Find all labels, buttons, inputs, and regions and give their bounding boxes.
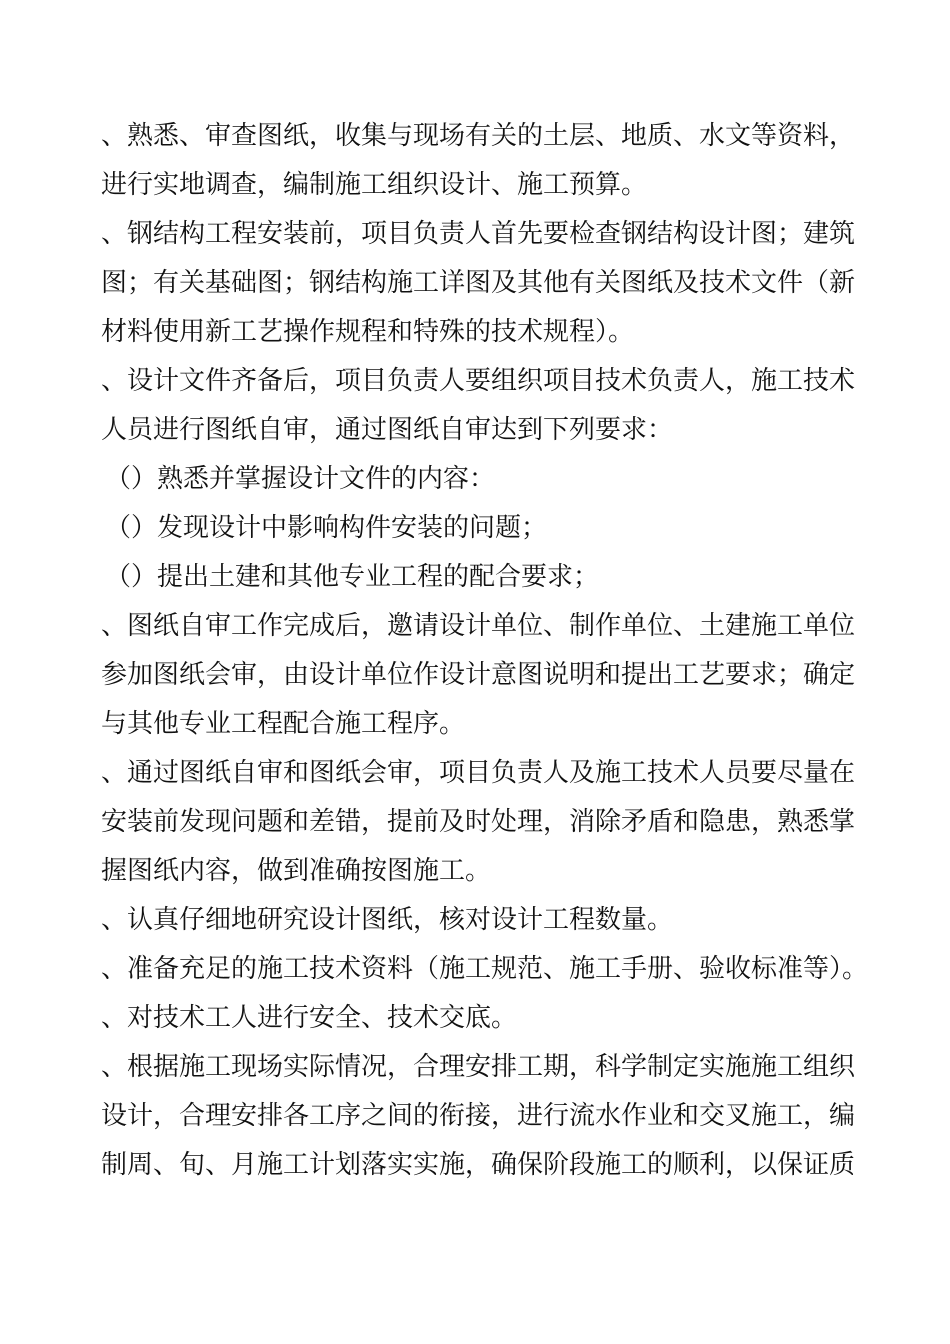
sub-item-2: （）发现设计中影响构件安装的问题；: [105, 513, 548, 543]
paragraph-1-line-1: 图；有关基础图；钢结构施工详图及其他有关图纸及技术文件（新: [101, 268, 856, 298]
paragraph-0-line-0: 、熟悉、审查图纸，收集与现场有关的土层、地质、水文等资料，: [101, 121, 856, 151]
paragraph-2-line-0: 、设计文件齐备后，项目负责人要组织项目技术负责人，施工技术: [101, 366, 856, 396]
paragraph-0-line-1: 进行实地调查，编制施工组织设计、施工预算。: [101, 170, 648, 200]
paragraph-11-line-1: 设计，合理安排各工序之间的衔接，进行流水作业和交叉施工，编: [101, 1101, 856, 1131]
paragraph-7-line-0: 、通过图纸自审和图纸会审，项目负责人及施工技术人员要尽量在: [101, 758, 856, 788]
paragraph-10-line-0: 、对技术工人进行安全、技术交底。: [101, 1003, 518, 1033]
paragraph-7-line-1: 安装前发现问题和差错，提前及时处理，消除矛盾和隐患，熟悉掌: [101, 807, 856, 837]
paragraph-6-line-2: 与其他专业工程配合施工程序。: [101, 709, 466, 739]
sub-item-1: （）熟悉并掌握设计文件的内容：: [105, 464, 496, 494]
paragraph-6-line-1: 参加图纸会审，由设计单位作设计意图说明和提出工艺要求；确定: [101, 660, 856, 690]
paragraph-6-line-0: 、图纸自审工作完成后，邀请设计单位、制作单位、土建施工单位: [101, 611, 856, 641]
paragraph-9-line-0: 、准备充足的施工技术资料（施工规范、施工手册、验收标准等）。: [101, 954, 869, 984]
paragraph-11-line-0: 、根据施工现场实际情况，合理安排工期，科学制定实施施工组织: [101, 1052, 856, 1082]
paragraph-11-line-2: 制周、旬、月施工计划落实实施，确保阶段施工的顺利，以保证质: [101, 1150, 856, 1180]
sub-item-3: （）提出土建和其他专业工程的配合要求；: [105, 562, 600, 592]
paragraph-1-line-2: 材料使用新工艺操作规程和特殊的技术规程）。: [101, 317, 635, 347]
paragraph-1-line-0: 、钢结构工程安装前，项目负责人首先要检查钢结构设计图；建筑: [101, 219, 856, 249]
document-page: [101, 112, 869, 1190]
paragraph-8-line-0: 、认真仔细地研究设计图纸，核对设计工程数量。: [101, 905, 674, 935]
paragraph-7-line-2: 握图纸内容，做到准确按图施工。: [101, 856, 492, 886]
paragraph-2-line-1: 人员进行图纸自审，通过图纸自审达到下列要求：: [101, 415, 674, 445]
